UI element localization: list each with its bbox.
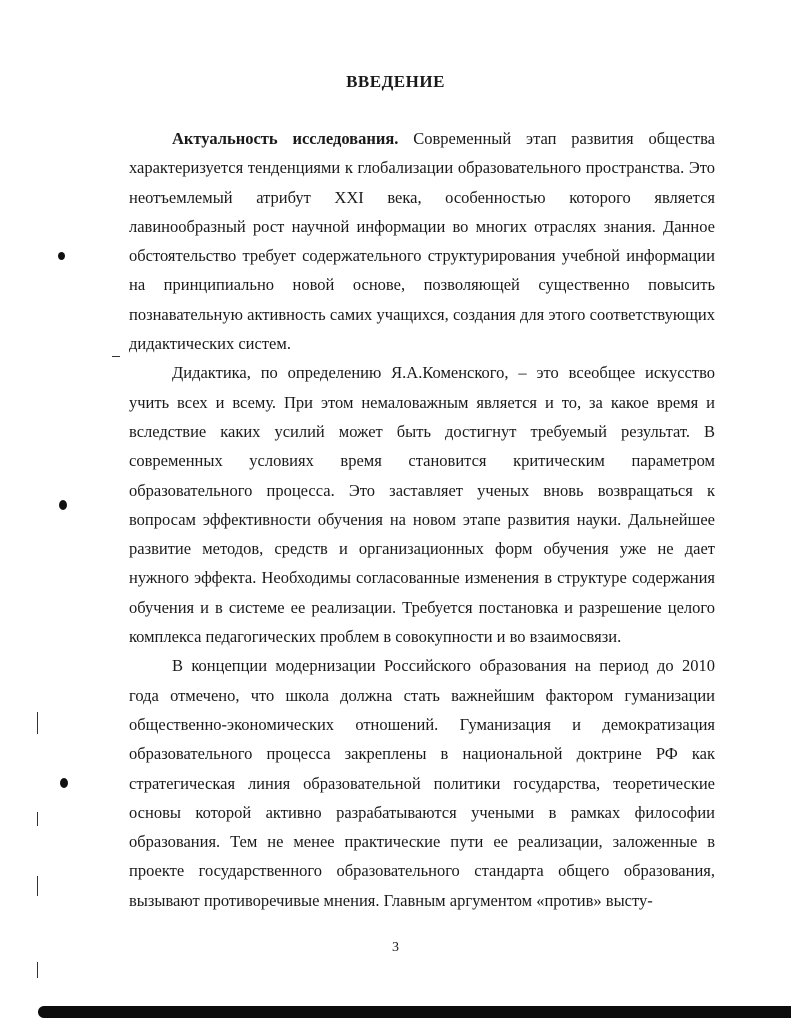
page-title: ВВЕДЕНИЕ: [346, 72, 445, 91]
scan-mark: [112, 356, 120, 357]
scan-mark: [37, 876, 38, 896]
scan-mark: [37, 962, 38, 978]
paragraph-relevance: [129, 124, 715, 358]
scan-mark: [37, 712, 38, 734]
scan-edge-bar: [38, 1006, 791, 1018]
paragraph-lead: Актуальность исследования.: [172, 129, 399, 148]
scan-mark: [37, 812, 38, 826]
punch-hole-mark: [58, 252, 65, 260]
punch-hole-mark: [59, 500, 67, 510]
punch-hole-mark: [60, 778, 68, 788]
paragraph-text: Современный этап развития общества характеризуется тенденциями к глобализации образовательного пространства. Это неотъемлемый атрибут XXI века, особенностью которого является лавинообразный рост научной информации во многих отраслях знания. Данное обстоятельство требует содержательного структурирования учебной информации на принципиально новой основе, позволяющей существенно повысить познавательную активность самих учащихся, создания для этого соответствующих дидактических систем.: [129, 129, 716, 354]
body-text: [129, 124, 715, 915]
paragraph-modernization: В концепции модернизации Российского образования на период до 2010 года отмечено, что школа должна стать важнейшим фактором гуманизации общественно-экономических отношений. Гуманизация и демократизация образовательного процесса закреплены в национальной доктрине РФ как стратегическая линия образовательной политики государства, теоретические основы которой активно разрабатываются учеными в рамках философии образования. Тем не менее практические пути ее реализации, заложенные в проекте государственного образовательного стандарта общего образования, вызывают противоречивые мнения. Главным аргументом «против» высту-: [129, 656, 715, 910]
paragraph-didactics: Дидактика, по определению Я.А.Коменского, – это всеобщее искусство учить всех и всему. При этом немаловажным является и то, за какое время и вследствие каких усилий может быть достигнут требуемый результат. В современных условиях время становится критическим параметром образовательного процесса. Это заставляет ученых вновь возвращаться к вопросам эффективности обучения на новом этапе развития науки. Дальнейшее развитие методов, средств и организационных форм обучения уже не дает нужного эффекта. Необходимы согласованные изменения в структуре содержания обучения и в системе ее реализации. Требуется постановка и разрешение целого комплекса педагогических проблем в совокупности и во взаимосвязи.: [129, 363, 715, 647]
page-number: 3: [392, 940, 399, 955]
